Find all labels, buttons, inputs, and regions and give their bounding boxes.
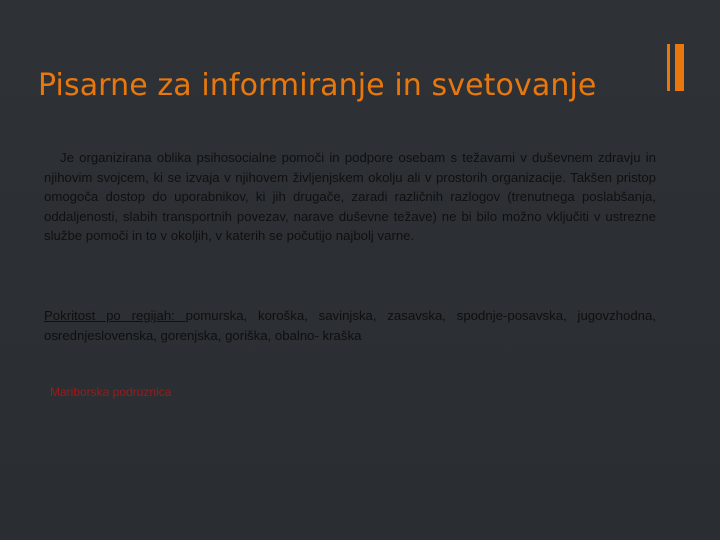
accent-bar-thick — [675, 44, 684, 91]
slide-title: Pisarne za informiranje in svetovanje — [38, 68, 597, 103]
coverage-paragraph — [44, 306, 656, 345]
accent-bar-thin — [667, 44, 670, 91]
description-paragraph: Je organizirana oblika psihosocialne pomoči in podpore osebam s težavami v duševnem zdravju in njihovim svojcem, ki se izvaja v njihovem življenjskem okolju ali v prostorih organizacije. Takšen pristop omogoča dostop do uporabnikov, ki jih drugače, zaradi različnih razlogov (trenutnega poslabšanja, oddaljenosti, slabih transportnih povezav, narave duševne težave) ne bi bilo možno vključiti v ustrezne službe pomoči in to v okoljih, v katerih se počutijo najbolj varne. — [44, 150, 656, 243]
coverage-regions: pomurska, koroška, savinjska, zasavska, spodnje-posavska, jugovzhodna, osrednjeslovenska, gorenjska, goriška, obalno- kraška — [44, 308, 656, 343]
coverage-label: Pokritost po regijah: — [44, 308, 186, 323]
branch-link[interactable]: Mariborska podruznica — [50, 385, 172, 399]
